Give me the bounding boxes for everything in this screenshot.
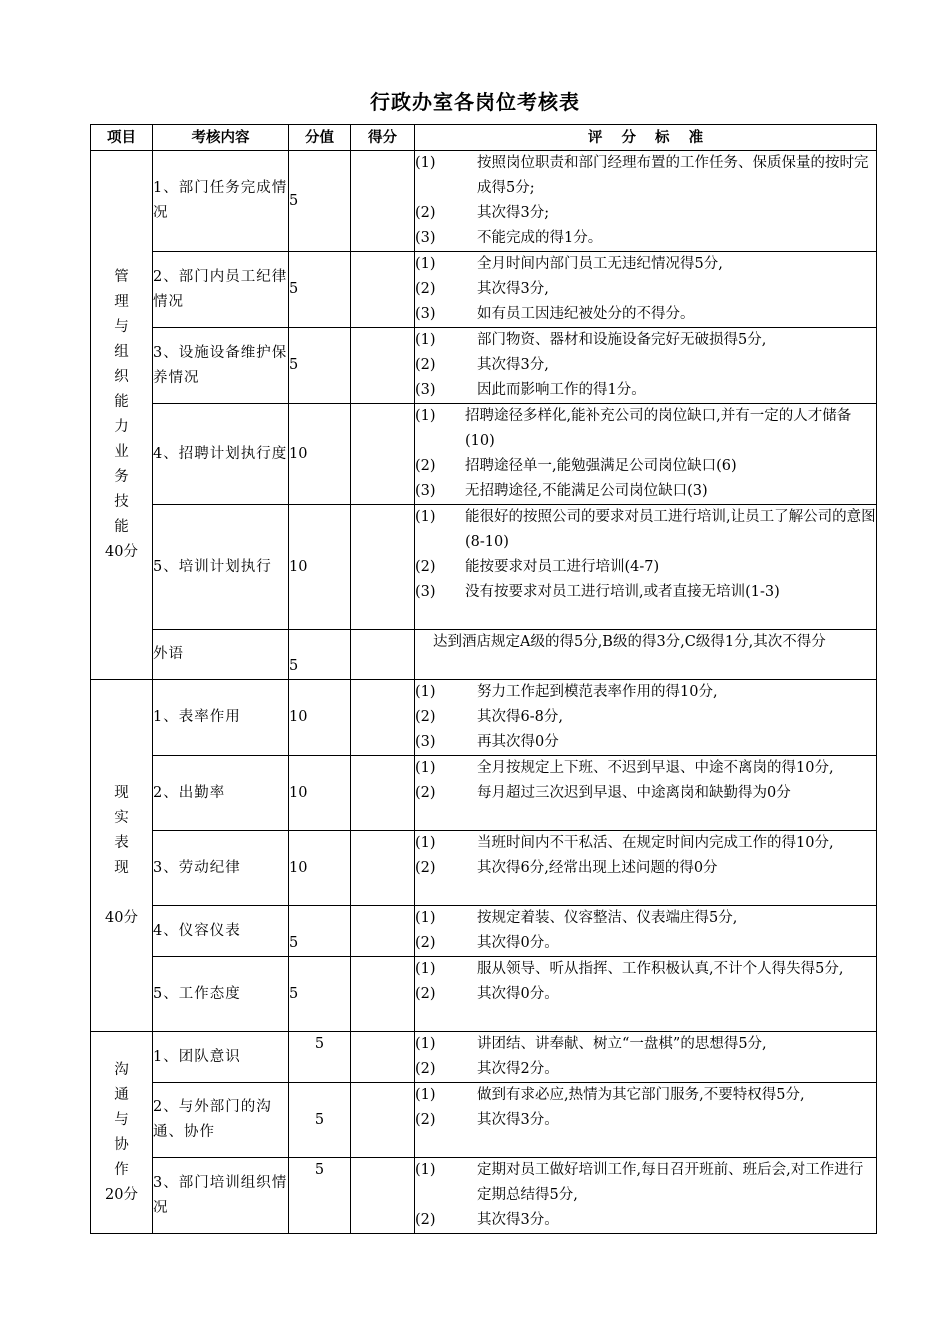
- criteria-cell: [415, 404, 877, 505]
- table-row: [91, 404, 877, 505]
- criteria-text: 其次得3分;: [477, 205, 550, 221]
- table-row: [91, 328, 877, 404]
- criteria-line: [415, 378, 876, 403]
- criteria-cell: [415, 630, 877, 680]
- criteria-line: [415, 404, 876, 454]
- item-value: 10: [289, 756, 351, 831]
- criteria-line: [415, 1208, 876, 1233]
- criteria-text: 没有按要求对员工进行培训,或者直接无培训(1-3): [465, 584, 780, 600]
- item-name: 1、部门任务完成情况: [153, 151, 289, 252]
- criteria-line: [415, 982, 876, 1007]
- criteria-line: [415, 1158, 876, 1208]
- criteria-line: [415, 454, 876, 479]
- item-value: 5: [289, 630, 351, 680]
- criteria-number: (2): [415, 559, 436, 575]
- score-cell: [351, 906, 415, 957]
- category-cell: [91, 151, 153, 680]
- criteria-text: 努力工作起到模范表率作用的得10分,: [477, 684, 718, 700]
- item-value: 5: [289, 906, 351, 957]
- criteria-line: [415, 580, 876, 605]
- item-name: 5、工作态度: [153, 957, 289, 1032]
- header-project: 项目: [91, 125, 153, 151]
- criteria-line: [415, 226, 876, 251]
- item-value: 5: [289, 151, 351, 252]
- criteria-text: 因此而影响工作的得1分。: [477, 382, 646, 398]
- criteria-line: [415, 1083, 876, 1108]
- score-cell: [351, 505, 415, 630]
- criteria-cell: [415, 151, 877, 252]
- criteria-line: [415, 957, 876, 982]
- item-value: 10: [289, 505, 351, 630]
- item-name: 2、与外部门的沟通、协作: [153, 1083, 289, 1158]
- criteria-text: 其次得6-8分,: [477, 709, 563, 725]
- criteria-text: 其次得3分,: [477, 357, 549, 373]
- category-char: 力: [114, 419, 129, 435]
- criteria-text: 达到酒店规定A级的得5分,B级的得3分,C级得1分,其次不得分: [433, 634, 826, 650]
- category-char: 组: [114, 344, 129, 360]
- criteria-number: (1): [415, 1162, 436, 1178]
- criteria-number: (1): [415, 408, 436, 424]
- criteria-number: (1): [415, 760, 436, 776]
- score-cell: [351, 680, 415, 756]
- assessment-table: [90, 124, 877, 1234]
- table-row: [91, 680, 877, 756]
- score-cell: [351, 957, 415, 1032]
- criteria-number: (1): [415, 332, 436, 348]
- criteria-line: [415, 505, 876, 555]
- item-name: 3、设施设备维护保养情况: [153, 328, 289, 404]
- score-cell: [351, 630, 415, 680]
- table-row: [91, 252, 877, 328]
- criteria-number: (1): [415, 256, 436, 272]
- criteria-text: 招聘途径多样化,能补充公司的岗位缺口,并有一定的人才储备(10): [465, 408, 852, 449]
- item-name: 2、部门内员工纪律情况: [153, 252, 289, 328]
- item-name: 3、部门培训组织情况: [153, 1158, 289, 1234]
- criteria-text: 定期对员工做好培训工作,每日召开班前、班后会,对工作进行定期总结得5分,: [477, 1162, 864, 1203]
- score-cell: [351, 328, 415, 404]
- category-char: 理: [114, 294, 129, 310]
- criteria-number: (2): [415, 709, 436, 725]
- table-row: [91, 957, 877, 1032]
- criteria-number: (1): [415, 1036, 436, 1052]
- criteria-number: (3): [415, 584, 436, 600]
- criteria-line: [415, 151, 876, 201]
- item-value: 5: [289, 1083, 351, 1158]
- criteria-number: (1): [415, 684, 436, 700]
- category-char: 务: [114, 469, 129, 485]
- criteria-text: 当班时间内不干私活、在规定时间内完成工作的得10分,: [477, 835, 834, 851]
- criteria-line: [415, 302, 876, 327]
- criteria-cell: [415, 1158, 877, 1234]
- criteria-number: (3): [415, 483, 436, 499]
- criteria-line: [415, 555, 876, 580]
- criteria-cell: [415, 831, 877, 906]
- item-value: 10: [289, 680, 351, 756]
- table-row: [91, 906, 877, 957]
- criteria-text: 全月按规定上下班、不迟到早退、中途不离岗的得10分,: [477, 760, 834, 776]
- criteria-text: 全月时间内部门员工无违纪情况得5分,: [477, 256, 723, 272]
- category-char: 技: [114, 494, 129, 510]
- criteria-number: (2): [415, 1212, 436, 1228]
- category-char: 沟: [114, 1061, 129, 1078]
- page-title: 行政办室各岗位考核表: [370, 90, 580, 114]
- category-label: [91, 265, 152, 540]
- criteria-text: 按照岗位职责和部门经理布置的工作任务、保质保量的按时完成得5分;: [477, 155, 869, 196]
- criteria-number: (3): [415, 382, 436, 398]
- criteria-number: (2): [415, 1112, 436, 1128]
- category-score: 40分: [105, 544, 138, 560]
- criteria-text: 讲团结、讲奉献、树立“一盘棋”的思想得5分,: [477, 1036, 767, 1052]
- criteria-cell: [415, 252, 877, 328]
- criteria-number: (3): [415, 734, 436, 750]
- item-value: 5: [289, 252, 351, 328]
- criteria-number: (1): [415, 961, 436, 977]
- category-score: 40分: [105, 909, 138, 926]
- item-name: 1、团队意识: [153, 1032, 289, 1083]
- category-char: 现: [114, 784, 129, 801]
- criteria-text: 能按要求对员工进行培训(4-7): [465, 559, 660, 575]
- criteria-number: (2): [415, 860, 436, 876]
- score-cell: [351, 1032, 415, 1083]
- category-char: 管: [114, 269, 129, 285]
- criteria-line: [415, 856, 876, 881]
- criteria-text: 其次得2分。: [477, 1061, 559, 1077]
- table-row: [91, 1158, 877, 1234]
- criteria-cell: [415, 1083, 877, 1158]
- table-row: [91, 505, 877, 630]
- criteria-number: (2): [415, 986, 436, 1002]
- criteria-number: (1): [415, 155, 436, 171]
- criteria-text: 再其次得0分: [477, 734, 559, 750]
- score-cell: [351, 252, 415, 328]
- criteria-line: [415, 353, 876, 378]
- criteria-number: (2): [415, 1061, 436, 1077]
- criteria-line: [415, 680, 876, 705]
- item-name: 2、出勤率: [153, 756, 289, 831]
- criteria-line: [415, 1032, 876, 1057]
- criteria-number: (2): [415, 935, 436, 951]
- criteria-text: 其次得3分。: [477, 1212, 559, 1228]
- criteria-line: [415, 906, 876, 931]
- criteria-text: 服从领导、听从指挥、工作积极认真,不计个人得失得5分,: [477, 961, 844, 977]
- criteria-number: (2): [415, 785, 436, 801]
- score-cell: [351, 756, 415, 831]
- item-value: 5: [289, 1032, 351, 1083]
- score-cell: [351, 1158, 415, 1234]
- category-label: [91, 781, 152, 881]
- criteria-cell: [415, 906, 877, 957]
- category-char: 与: [114, 1111, 129, 1128]
- criteria-number: (1): [415, 509, 436, 525]
- criteria-cell: [415, 680, 877, 756]
- category-char: 表: [114, 834, 129, 851]
- category-char: 实: [114, 809, 129, 826]
- criteria-text: 其次得3分,: [477, 281, 549, 297]
- category-cell: [91, 680, 153, 1032]
- item-name: 4、招聘计划执行度: [153, 404, 289, 505]
- criteria-line: [415, 201, 876, 226]
- header-row: [91, 125, 877, 151]
- item-name: 4、仪容仪表: [153, 906, 289, 957]
- criteria-text: 按规定着装、仪容整洁、仪表端庄得5分,: [477, 910, 738, 926]
- criteria-line: [415, 931, 876, 956]
- score-cell: [351, 404, 415, 505]
- criteria-line: [415, 831, 876, 856]
- criteria-number: (1): [415, 835, 436, 851]
- item-value: 10: [289, 831, 351, 906]
- criteria-text: 部门物资、器材和设施设备完好无破损得5分,: [477, 332, 767, 348]
- criteria-text: 其次得0分。: [477, 935, 559, 951]
- category-cell: [91, 1032, 153, 1234]
- criteria-number: (1): [415, 910, 436, 926]
- category-char: 织: [114, 369, 129, 385]
- criteria-line: [415, 705, 876, 730]
- criteria-line: [415, 730, 876, 755]
- item-name: 3、劳动纪律: [153, 831, 289, 906]
- criteria-text: 其次得3分。: [477, 1112, 559, 1128]
- criteria-cell: [415, 328, 877, 404]
- table-row: [91, 1032, 877, 1083]
- table-row: [91, 630, 877, 680]
- criteria-number: (1): [415, 1087, 436, 1103]
- category-char: 能: [114, 394, 129, 410]
- header-score: 得分: [351, 125, 415, 151]
- criteria-line: [415, 756, 876, 781]
- header-criteria: 评 分 标 准: [415, 125, 877, 151]
- category-label: [91, 1058, 152, 1183]
- table-row: [91, 831, 877, 906]
- item-value: 10: [289, 404, 351, 505]
- category-char: 能: [114, 519, 129, 535]
- category-char: 协: [114, 1136, 129, 1153]
- score-cell: [351, 1083, 415, 1158]
- criteria-line: [415, 781, 876, 806]
- criteria-line: [415, 277, 876, 302]
- category-score: 20分: [105, 1186, 138, 1203]
- header-content: 考核内容: [153, 125, 289, 151]
- item-value: 5: [289, 1158, 351, 1234]
- item-name: 1、表率作用: [153, 680, 289, 756]
- category-char: 与: [114, 319, 129, 335]
- criteria-number: (2): [415, 357, 436, 373]
- criteria-cell: [415, 957, 877, 1032]
- criteria-line: [415, 1108, 876, 1133]
- item-name: 外语: [153, 630, 289, 680]
- criteria-text: 其次得0分。: [477, 986, 559, 1002]
- category-spacer: [91, 881, 152, 906]
- criteria-line: [415, 479, 876, 504]
- criteria-text: 如有员工因违纪被处分的不得分。: [477, 306, 695, 322]
- category-char: 通: [114, 1086, 129, 1103]
- criteria-line: [415, 328, 876, 353]
- criteria-text: 招聘途径单一,能勉强满足公司岗位缺口(6): [465, 458, 737, 474]
- criteria-text: 其次得6分,经常出现上述问题的得0分: [477, 860, 718, 876]
- table-row: [91, 756, 877, 831]
- item-value: 5: [289, 328, 351, 404]
- category-char: 现: [114, 859, 129, 876]
- criteria-cell: [415, 505, 877, 630]
- criteria-number: (2): [415, 281, 436, 297]
- criteria-text: 做到有求必应,热情为其它部门服务,不要特权得5分,: [477, 1087, 805, 1103]
- item-name: 5、培训计划执行: [153, 505, 289, 630]
- criteria-line: [415, 252, 876, 277]
- criteria-cell: [415, 1032, 877, 1083]
- score-cell: [351, 831, 415, 906]
- criteria-number: (3): [415, 306, 436, 322]
- criteria-text: 能很好的按照公司的要求对员工进行培训,让员工了解公司的意图(8-10): [465, 509, 876, 550]
- criteria-number: (3): [415, 230, 436, 246]
- category-char: 业: [114, 444, 129, 460]
- category-char: 作: [114, 1161, 129, 1178]
- score-cell: [351, 151, 415, 252]
- criteria-text: 每月超过三次迟到早退、中途离岗和缺勤得为0分: [477, 785, 791, 801]
- criteria-number: (2): [415, 205, 436, 221]
- criteria-number: (2): [415, 458, 436, 474]
- criteria-line: [415, 1057, 876, 1082]
- criteria-cell: [415, 756, 877, 831]
- criteria-text: 不能完成的得1分。: [477, 230, 603, 246]
- table-row: [91, 151, 877, 252]
- criteria-text: 无招聘途径,不能满足公司岗位缺口(3): [465, 483, 708, 499]
- header-value: 分值: [289, 125, 351, 151]
- table-row: [91, 1083, 877, 1158]
- item-value: 5: [289, 957, 351, 1032]
